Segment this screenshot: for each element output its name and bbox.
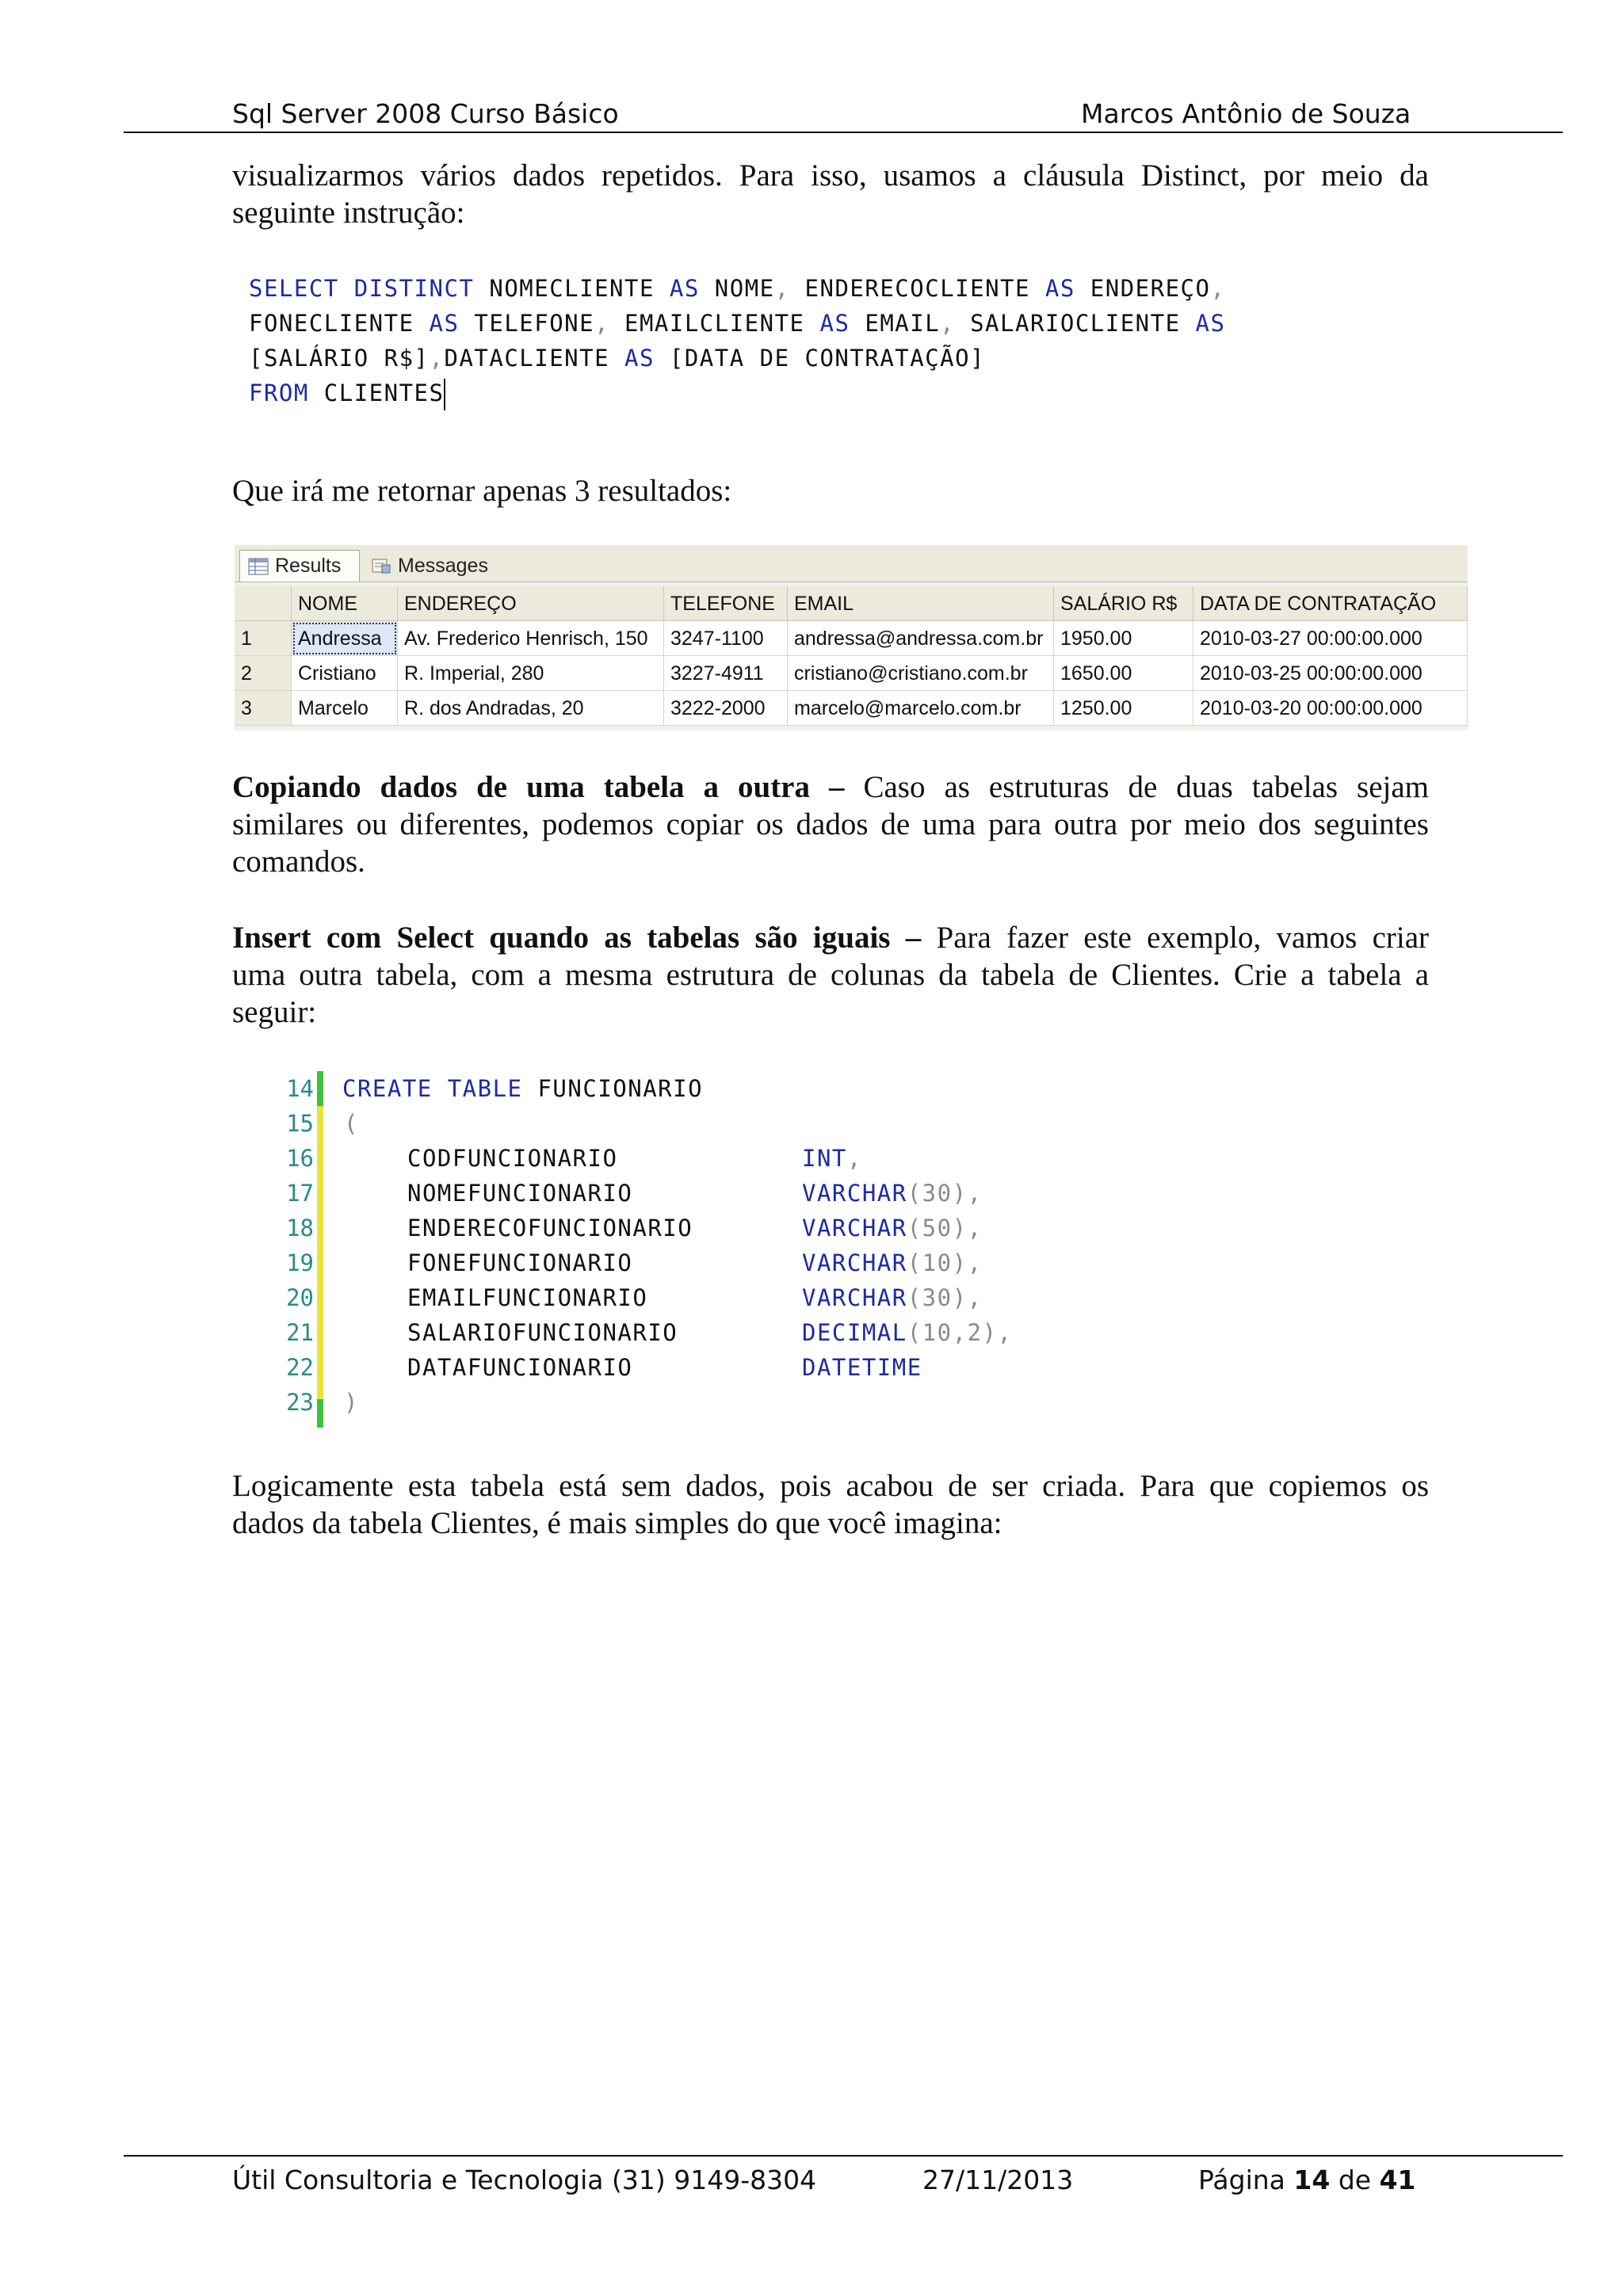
column-name: DATAFUNCIONARIO [407,1354,633,1381]
code-keyword: VARCHAR [802,1249,907,1276]
footer-rule [124,2155,1563,2157]
line-number: 19 [286,1249,314,1276]
line-number: 20 [286,1284,314,1311]
table-row[interactable] [235,621,1468,656]
code-punct: (30) [907,1284,968,1311]
code-keyword: AS [669,275,700,302]
table-row[interactable] [235,656,1468,691]
cell-nome[interactable]: Andressa [292,621,398,656]
insert-line-1-text: Para fazer este exemplo, vamos criar [921,921,1429,955]
code-text: FUNCIONARIO [522,1075,704,1102]
code-keyword: SELECT DISTINCT [249,275,475,302]
code-punct: , [997,1319,1013,1346]
cell-data[interactable]: 2010-03-20 00:00:00.000 [1193,691,1468,726]
sql-distinct-code [249,271,1225,410]
code-text: CLIENTES [308,379,445,406]
code-line-2 [249,310,1225,337]
code-keyword: VARCHAR [802,1180,907,1207]
header-rule [124,132,1563,133]
column-name: CODFUNCIONARIO [407,1145,618,1172]
col-header-telefone[interactable]: TELEFONE [664,586,788,621]
create-line [342,1071,703,1106]
col-header-email[interactable]: EMAIL [788,586,1054,621]
results-tabbar [235,545,1468,582]
close-paren: ) [344,1389,359,1416]
footer-date: 27/11/2013 [922,2164,1074,2195]
copy-line-1-text: Caso as estruturas de duas tabelas sejam [844,770,1429,804]
col-header-salario[interactable]: SALÁRIO R$ [1054,586,1193,621]
line-number: 16 [286,1145,314,1172]
cell-email[interactable]: marcelo@marcelo.com.br [788,691,1054,726]
code-text: DATACLIENTE [444,345,624,372]
insert-line-1 [232,919,1429,956]
insert-line-2: uma outra tabela, com a mesma estrutura de colunas da tabela de Clientes. Crie a tabela a [232,958,1429,992]
col-header-nome[interactable]: NOME [292,586,398,621]
code-line-4 [249,379,445,406]
cell-data[interactable]: 2010-03-27 00:00:00.000 [1193,621,1468,656]
code-keyword: DECIMAL [802,1319,907,1346]
cell-salario[interactable]: 1950.00 [1054,621,1193,656]
header-author: Marcos Antônio de Souza [1081,98,1411,129]
line-number: 15 [286,1110,314,1137]
cell-email[interactable]: cristiano@cristiano.com.br [788,656,1054,691]
line-number: 14 [286,1075,314,1102]
corner-cell [235,586,292,621]
code-keyword: AS [1044,275,1075,302]
messages-icon [371,557,391,574]
code-punct: , [774,275,790,302]
cell-endereco[interactable]: R. dos Andradas, 20 [398,691,664,726]
column-name: NOMEFUNCIONARIO [407,1180,633,1207]
column-name: SALARIOFUNCIONARIO [407,1319,678,1346]
column-type [802,1211,983,1245]
code-punct: (30) [907,1180,968,1207]
code-punct: (10,2) [907,1319,998,1346]
line-number: 17 [286,1180,314,1207]
cell-endereco[interactable]: R. Imperial, 280 [398,656,664,691]
code-text: [DATA DE CONTRATAÇÃO] [654,345,986,372]
intro-paragraph [232,157,1429,231]
code-keyword: VARCHAR [802,1215,907,1241]
row-number: 3 [235,691,292,726]
copy-heading: Copiando dados de uma tabela a outra – [232,770,845,804]
cell-data[interactable]: 2010-03-25 00:00:00.000 [1193,656,1468,691]
tab-messages-label: Messages [398,554,488,577]
of-label: de [1338,2164,1372,2195]
line-number: 22 [286,1354,314,1381]
text-cursor [444,379,445,410]
results-intro: Que irá me retornar apenas 3 resultados: [232,474,732,508]
line-number: 23 [286,1389,314,1416]
column-type [802,1280,983,1315]
insert-paragraph [232,919,1429,1031]
cell-salario[interactable]: 1250.00 [1054,691,1193,726]
code-text: NOMECLIENTE [474,275,670,302]
closing-paragraph [232,1467,1429,1542]
copy-line-1 [232,769,1429,806]
code-punct: , [967,1249,983,1276]
page-total: 41 [1379,2164,1416,2195]
line-number: 18 [286,1215,314,1241]
code-keyword: VARCHAR [802,1284,907,1311]
intro-line-1: visualizarmos vários dados repetidos. Para isso, usamos a cláusula Distinct, por meio da [232,158,1429,193]
code-punct: (50) [907,1215,968,1241]
column-type [802,1141,862,1176]
cell-telefone[interactable]: 3247-1100 [664,621,788,656]
col-header-endereco[interactable]: ENDEREÇO [398,586,664,621]
insert-line-3: seguir: [232,995,317,1029]
code-text: FONECLIENTE [249,310,430,337]
open-paren: ( [344,1110,359,1137]
code-keyword: AS [1195,310,1226,337]
copy-paragraph [232,769,1429,880]
code-text: [SALÁRIO R$] [249,345,430,372]
results-header-row [235,586,1468,621]
code-keyword: AS [429,310,460,337]
code-text: ENDEREÇO [1075,275,1211,302]
copy-line-2: similares ou diferentes, podemos copiar os dados de uma para outra por meio dos seguintes [232,807,1429,841]
code-punct: , [1210,275,1226,302]
code-text: TELEFONE [459,310,595,337]
results-grid [235,545,1468,730]
cell-nome[interactable]: Marcelo [292,691,398,726]
cell-endereco[interactable]: Av. Frederico Henrisch, 150 [398,621,664,656]
code-line-3 [249,345,985,372]
column-name: EMAILFUNCIONARIO [407,1284,648,1311]
cell-nome[interactable]: Cristiano [292,656,398,691]
gutter-edit-bar [317,1106,323,1399]
footer-company: Útil Consultoria e Tecnologia (31) 9149-8304 [232,2164,817,2195]
code-text: ENDERECOCLIENTE [789,275,1045,302]
grid-icon [248,558,269,575]
code-keyword: INT [802,1145,847,1172]
code-keyword: AS [819,310,850,337]
code-keyword: AS [624,345,655,372]
cell-salario[interactable]: 1650.00 [1054,656,1193,691]
page-label: Página [1198,2164,1285,2195]
code-keyword: DATETIME [802,1354,922,1381]
code-punct: (10) [907,1249,968,1276]
code-punct: , [846,1145,862,1172]
cell-email[interactable]: andressa@andressa.com.br [788,621,1054,656]
code-keyword: CREATE TABLE [342,1075,523,1102]
table-row[interactable] [235,691,1468,726]
code-punct: , [967,1180,983,1207]
code-text: NOME [699,275,775,302]
code-punct: , [429,345,445,372]
code-text: EMAILCLIENTE [609,310,820,337]
closing-line-1: Logicamente esta tabela está sem dados, pois acabou de ser criada. Para que copiemos os [232,1469,1429,1503]
cell-telefone[interactable]: 3227-4911 [664,656,788,691]
tab-messages[interactable] [363,550,504,582]
code-text: SALARIOCLIENTE [955,310,1196,337]
code-punct: , [594,310,610,337]
column-name: FONEFUNCIONARIO [407,1249,633,1276]
code-punct: , [967,1284,983,1311]
copy-line-3: comandos. [232,845,365,879]
tab-results[interactable] [239,550,360,582]
footer-page [1198,2164,1416,2195]
tab-results-label: Results [275,555,342,577]
code-punct: , [940,310,956,337]
column-name: ENDERECOFUNCIONARIO [407,1215,693,1241]
column-type [802,1176,983,1211]
row-number: 2 [235,656,292,691]
column-type [802,1315,1012,1350]
code-punct: , [967,1215,983,1241]
code-keyword: FROM [249,379,309,406]
row-number: 1 [235,621,292,656]
column-type [802,1350,922,1385]
header-title: Sql Server 2008 Curso Básico [232,98,619,129]
line-number: 21 [286,1319,314,1346]
code-line-1 [249,275,1225,302]
column-type [802,1245,983,1280]
page-number: 14 [1293,2164,1331,2195]
col-header-data[interactable]: DATA DE CONTRATAÇÃO [1193,586,1468,621]
closing-line-2: dados da tabela Clientes, é mais simples do que você imagina: [232,1506,1002,1540]
cell-telefone[interactable]: 3222-2000 [664,691,788,726]
intro-line-2: seguinte instrução: [232,196,465,230]
insert-heading: Insert com Select quando as tabelas são iguais – [232,921,922,955]
code-text: EMAIL [850,310,941,337]
